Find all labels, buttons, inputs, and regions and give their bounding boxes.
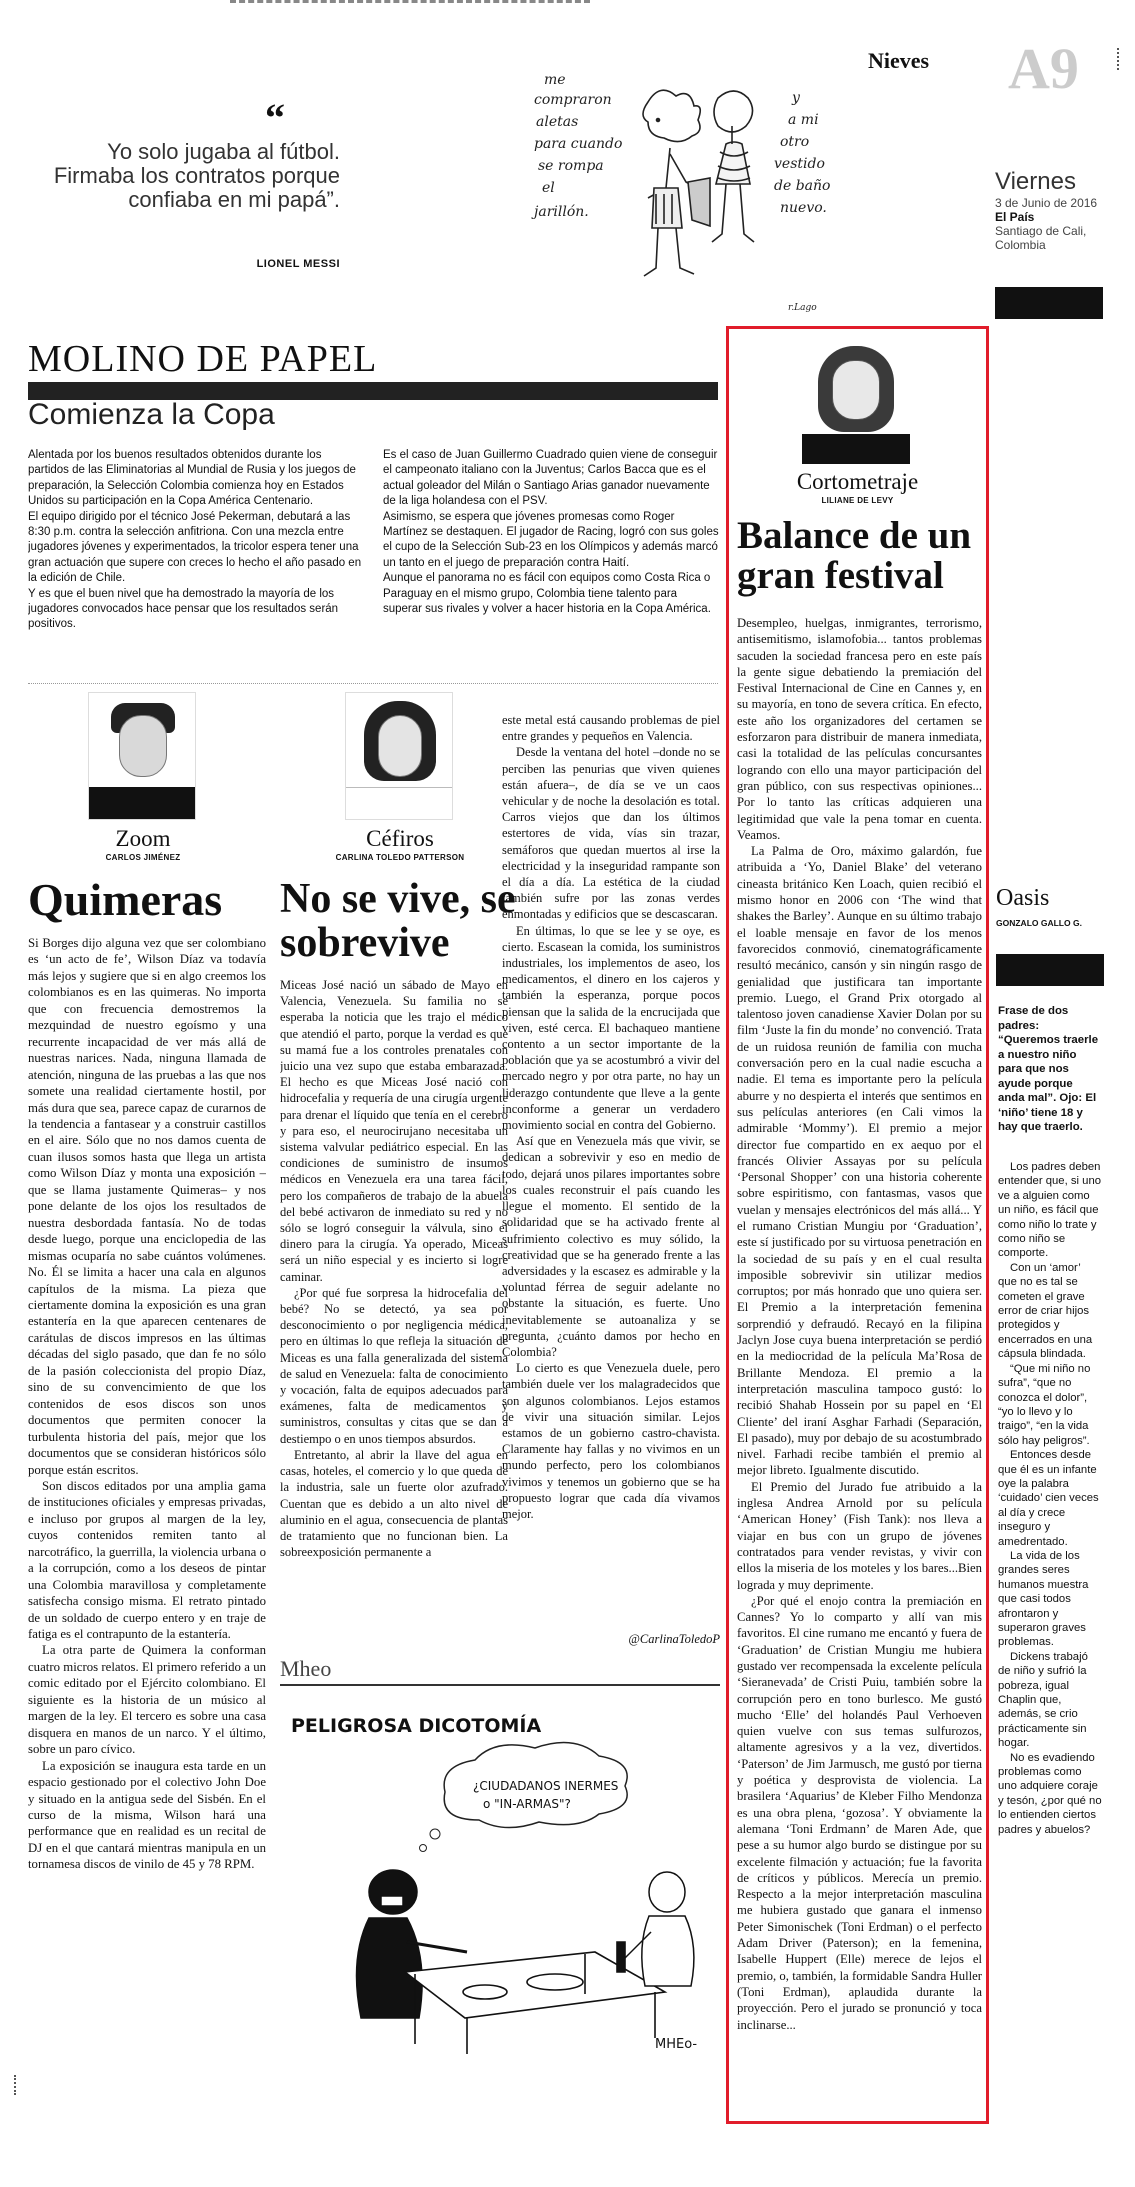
editorial-cartoon xyxy=(285,1692,720,2062)
author-photo xyxy=(345,692,453,820)
cartoon-boy xyxy=(643,90,710,276)
byline: CARLOS JIMÉNEZ xyxy=(105,853,181,862)
paragraph: Así que en Venezuela más que vivir, se dedican a sobrevivir y eso en medio de todo, dejará unos pilares importantes sobre los cuales reconstruir el país cuando les llegue el momento. El sentido de la solidaridad que se ha activado frente al sufrimiento colectivo es muy sólido, la creatividad que se ha generado frente a las adversidades y la escasez es admirable y la voluntad férrea de seguir adelante no obstante la situación, es fuerte. Uno inevitablemente se autoanaliza y se pregunta, ¿cuánto damos por hecho en Colombia? xyxy=(502,1134,720,1359)
cartoon-table xyxy=(405,1942,665,2054)
author-handle: @CarlinaToledoP xyxy=(628,1632,720,1646)
article-body xyxy=(737,615,982,2090)
thought-bubble xyxy=(420,1743,628,1852)
paragraph: Y es que el buen nivel que ha demostrado la mayoría de los jugadores convocados hace pensar que los resultados serán positivos. xyxy=(28,587,339,631)
cartoon-signature: r.Lago xyxy=(788,303,817,313)
cartoon-civilian xyxy=(621,1872,694,1986)
speech-line: o "IN-ARMAS"? xyxy=(483,1797,571,1811)
paragraph: En últimas, lo que se lee y se oye, es cierto. Escasean la comida, los suministros industriales, los implementos de aseo, los medicamentos, el dinero en los cajeros y también la esperanza, porque pocos piensan que la salida de la encrucijada que viven, esté cerca. El bachaqueo mantiene contento a un sector importante de la población que ya se acostumbró a vivir del mercado negro y por otra parte, no hay un liderazgo contundente que lleve a la gente inconforme a generar un verdadero movimiento social en contra del Gobierno. xyxy=(502,923,720,1133)
byline: GONZALO GALLO G. xyxy=(996,918,1082,928)
paragraph: El Premio del Jurado fue atribuido a la inglesa Andrea Arnold por su película ‘American Honey’ (Fish Tank): nos lleva a viajar en bus con un grupo de jóvenes contratados para vender revistas, y vivir con ellos la miseria de los moteles y los bares...Bien lograda y muy deprimente. xyxy=(737,1479,982,1592)
city: Santiago de Cali, Colombia xyxy=(995,224,1087,252)
paragraph: Los padres deben entender que, si uno ve a alguien como un niño, es fácil que como niño lo trate y como niño se comporte. xyxy=(998,1161,1102,1260)
ad-bar xyxy=(995,287,1103,319)
dateline xyxy=(995,168,1125,252)
paragraph: La otra parte de Quimera la conforman cuatro micros relatos. El primero referido a un comic editado por el Ejército colombiano. El siguiente es la historia de un músico al margen de la ley. El tercero es sobre una casa disquera en manos de un narco. Y el último, sobre un paro cívico. xyxy=(28,1643,266,1757)
header-quote-author: LIONEL MESSI xyxy=(256,258,340,270)
paragraph: Desde la ventana del hotel –donde no se perciben las penurias que viven quienes están afuera–, de día se ve un caos vehicular y de noche la desolación es total. Carros viejos que dan los últimos estertores de vida, vías sin trazar, semáforos que quedan muertos al irse la electricidad y la inseguridad rampante son el día a día. La estética de la ciudad también sufre por las zonas verdes enmontadas y edificios que se descascaran. xyxy=(502,745,720,922)
article-headline: Balance de un gran festival xyxy=(737,514,972,597)
cartoon-signature: MHEo- xyxy=(655,2037,698,2052)
column-name: Oasis xyxy=(996,885,1050,911)
editorial-headline: Comienza la Copa xyxy=(28,398,275,431)
editorial-column-2 xyxy=(383,448,719,673)
paragraph: El equipo dirigido por el técnico José Pekerman, debutará a las 8:30 p.m. contra la selección anfitriona. Con una mezcla entre jugadores jóvenes y experimentados, la tricolor espera tener una gran actuación que supere con creces lo hecho el año pasado en la edición de Chile. xyxy=(28,510,362,585)
paragraph: La Palma de Oro, máximo galardón, fue atribuida a ‘Yo, Daniel Blake’ del veterano cineasta británico Ken Loach, quien recibió el mismo honor en 2006 con ‘The wind that shakes the Barley’. Aunque en su último trabajo el loable mensaje en favor de los menos favorecidos conmovió, cinematográficamente resultó mecánico, cansón y sin ningún rasgo de genialidad que justificara tan importante premio. Luego, el Grand Prix otorgado al talentoso joven canadiense Xavier Dolan por su film ‘Juste la fin du monde’ no convenció. Trata de un ruidosa reunión de familia con mucha conversación pero en la cual nadie escucha a nadie. El tema es importante pero la película aburre y no despierta el interés que sentimos en sus películas anteriores (en Cali vimos la admirable ‘Mommy’). El premio a mejor director fue compartido en ex aequo por el francés Olivier Assayas por su película ‘Personal Shopper’ con una historia coherente sobre espiritismo, con fantasmas, vasos que vuelan y mensajes electrónicos del más allá... Y el rumano Cristian Mungiu por ‘Graduation’, este sí justificado por su virtuosa penetración en la sociedad de su país y en el cual resulta imposible sobrevivir sin utilizar medios corruptos; por más honrado que uno quiera ser. El Premio a la interpretación femenina sorprendió y defraudó. Recayó en la filipina Jaclyn Jose cuya buena interpretación se perdió en la mediocridad de la película Ma’Rosa de Brillante Mendoza. El premio a la interpretación masculina tampoco gustó: lo recibió Shahab Hossein por su papel en ‘El Cliente’ del iraní Asghar Farhadi (Separación, El pasado), muy por debajo de su acostumbrado nivel. Farhadi recibe también el premio al mejor libreto. Igualmente discutido. xyxy=(737,844,982,1478)
divider xyxy=(28,683,718,684)
paragraph: este metal está causando problemas de piel entre grandes y pequeños en Valencia. xyxy=(502,713,720,744)
speech-line: ¿CIUDADANOS INERMES xyxy=(473,1779,619,1793)
paragraph: Asimismo, se espera que jóvenes promesas como Roger Martínez se destaquen. El jugador de Racing, logró con sus goles el cupo de la Selección Sub-23 en los Olímpicos y además marcó un tanto en el juego de preparación contra Haití. xyxy=(383,510,719,569)
newspaper-name: El País xyxy=(995,210,1035,224)
paragraph: Alentada por los buenos resultados obtenidos durante los partidos de las Eliminatorias al Mundial de Rusia y los juegos de preparación, la Selección Colombia comienza hoy en Estados Unidos su participación en la Copa América Centenario. xyxy=(28,449,356,508)
paragraph: ¿Por qué fue sorpresa la hidrocefalia del bebé? No se detectó, ya sea por desconocimiento o por negligencia médica, pero en últimas lo que refleja la situación de Miceas es una falla generalizada del sistema de salud en Venezuela: falta de conocimiento y vocación, falta de equipos adecuados para exámenes, falta de medicamentos y suministros, consultas y citas que se dan a destiempo o en unos tiempos absurdos. xyxy=(280,1285,508,1446)
paragraph: No es evadiendo problemas como uno adquiere coraje y tesón, ¿por qué no lo entienden ciertos padres y abuelos? xyxy=(998,1751,1102,1836)
column-body xyxy=(998,1160,1102,1885)
article-headline: Quimeras xyxy=(28,874,223,925)
page-number: A9 xyxy=(1008,36,1079,101)
author-photo xyxy=(802,334,910,464)
weekday: Viernes xyxy=(995,168,1076,195)
cartoon-girl xyxy=(712,91,754,242)
paragraph: La vida de los grandes seres humanos muestra que casi todos afrontaron y superaron graves problemas. xyxy=(998,1549,1089,1649)
cartoon-left-text: me compraron aletas para cuando se rompa el jarillón. xyxy=(534,72,623,220)
paragraph: Si Borges dijo alguna vez que ser colombiano es ‘un acto de fe’, Wilson Díaz va todavía más lejos y sugiere que si en algo creemos los colombianos es en las quimeras. No importa que con frecuencia demostremos la mezquindad de nuestro egoísmo y una recurrente incapacidad de ver más allá de nuestras narices. Nada, ninguna llamada de atención, ninguna de las pruebas a las que nos somete una realidad ciertamente hostil, por más dura que sea, parece capaz de curarnos de la tendencia a fantasear y a construir castillos en el aire. Sólo que no nos damos cuenta de cuan ilusos somos hasta que llega un artista como Wilson Díaz y monta una exposición –que se llama justamente Quimeras– y nos pone delante de los ojos los resultados de nuestra desbordada fantasía. No de todas desde luego, porque una enciclopedia de las mismas ocuparía no sabe cuántos volúmenes. No. Él se limita a hacer una cala en algunos capítulos de la misma. La pieza que ciertamente domina la exposición es una gran estantería en la que aparecen centenares de carátulas de discos impresos en las últimas décadas del siglo pasado, que dan fe no sólo de la pasión coleccionista del propio Díaz, sino de su convencimiento de que los contenidos de esos discos son unos documentos que permiten conocer la turbulenta historia del país, mejor que los documentos que se consideran históricos sólo porque están escritos. xyxy=(28,936,266,1477)
paragraph: Son discos editados por una amplia gama de instituciones oficiales y empresas privadas, e incluso por grupos al margen de la ley, cuyos contenidos remiten tanto al narcotráfico, la guerrilla, la violencia urbana o a la corrupción, como a los deseos de pintar una Colombia maravillosa y completamente satisfecha consigo misma. El retrato pintado de un soldado de cuerpo entero y en traje de fatiga es el contrapunto de la estantería. xyxy=(28,1478,266,1642)
editorial-column-1 xyxy=(28,448,364,673)
header-cartoon xyxy=(530,62,830,322)
paragraph: Dickens trabajó de niño y sufrió la pobreza, igual Chaplin que, además, se crio prácticamente sin hogar. xyxy=(998,1650,1088,1750)
author-photo xyxy=(88,692,196,820)
cartoon-right-text: y a mi otro vestido de baño nuevo. xyxy=(774,90,830,216)
paragraph: Desempleo, huelgas, inmigrantes, terrorismo, antisemitismo, islamofobia... tantos problemas sacuden la sociedad francesa pero en este país la gente sigue debatiendo la premiación del Festival Internacional de Cine en Cannes y, en su mayoría, en tono de severa crítica. En efecto, este año los organizadores del certamen se esforzaron para distribuir de manera inmediata, casi la totalidad de las películas concursantes logrando con ello una mayor participación del gran público, con sus respectivas opiniones... Por lo tanto las críticas adquieren una legitimidad que vale la pena tomar en cuenta. Veamos. xyxy=(737,616,982,842)
article-body xyxy=(280,977,508,1637)
section-title: MOLINO DE PAPEL xyxy=(28,338,378,380)
paragraph: La exposición se inaugura esta tarde en un espacio gestionado por el colectivo John Doe y situado en la antigua sede del Sisbén. En el curso de la misma, Wilson hará una performance que en realidad es un recital de DJ en el que cantará mientras manipula en un tornamesa discos de vinilo de 45 y 78 RPM. xyxy=(28,1758,266,1872)
paragraph: Es el caso de Juan Guillermo Cuadrado quien viene de conseguir el campeonato italiano con la Juventus; Carlos Bacca que es el actual goleador del Milán o Santiago Arias ganador nuevamente de la liga holandesa con el PSV. xyxy=(383,449,718,508)
paragraph: “Que mi niño no sufra”, “que no conozca el dolor”, “yo lo llevo y lo traigo”, “en la vida sólo hay peligros”. xyxy=(998,1362,1091,1447)
paragraph: Miceas José nació un sábado de Mayo en Valencia, Venezuela. Su familia no se esperaba la noticia que les trajo el médico que atendió el parto, porque la verdad es que su mamá fue a los controles prenatales con juicio una vez supo que estaba embarazada. El hecho es que Miceas José nació con hidrocefalia y requería de una cirugía urgente para drenar el líquido que tenía en el cerebro y para eso, el neurocirujano necesitaba un sistema valvular pediátrico especial. En las condiciones de suministro de insumos médicos en Venezuela era una tarea fácil, pero los compañeros de trabajo de la abuela del bebé activaron de inmediato su red y no sólo se logró conseguir la válvula, sino el dinero para la cirugía. Ya operado, Miceas será un niño especial y es incierto si logre caminar. xyxy=(280,978,508,1284)
paragraph: Entonces desde que él es un infante oye la palabra ‘cuidado’ cien veces al día y crece inseguro y amedrentado. xyxy=(998,1449,1099,1548)
column-name: Cortometraje xyxy=(796,469,919,494)
column-name: Céfiros xyxy=(366,826,434,851)
column-name: Mheo xyxy=(280,1656,332,1681)
scan-artifact xyxy=(230,0,590,4)
quote-mark: “ xyxy=(265,95,285,140)
paragraph: Entretanto, al abrir la llave del agua en casas, hoteles, el comercio y lo que queda de la industria, sale un fuerte olor azufrado. Cuentan que es debido a un alto nivel de aluminio en el agua, consecuencia de plantas de tratamiento que no funcionan bien. La sobreexposición permanente a xyxy=(280,1447,508,1560)
article-headline: No se vive, se sobrevive xyxy=(280,876,516,966)
paragraph: Lo cierto es que Venezuela duele, pero también duele ver los malagradecidos que son algunos colombianos. Lejos estamos de vivir una situación similar. Lejos estamos de un gobierno castro-chavista. Claramente hay fallas y no vivimos en un mundo perfecto, pero los colombianos vivimos y tenemos un gobierno que se ha propuesto lograr que cada día vivamos mejor. xyxy=(502,1361,720,1521)
column-name: Zoom xyxy=(115,826,171,851)
section-name: Nieves xyxy=(868,48,930,73)
paragraph: Con un ‘amor’ que no es tal se cometen el grave error de criar hijos protegidos y encerrados en una cápsula blindada. xyxy=(998,1261,1093,1361)
column-lead: Frase de dos padres: “Queremos traerle a nuestro niño para que nos ayude porque anda mal”. Ojo: El ‘niño’ tiene 18 y hay que traerlo. xyxy=(998,1005,1099,1133)
ad-bar xyxy=(996,954,1104,986)
article-body xyxy=(28,935,266,2030)
cartoon-title: PELIGROSA DICOTOMÍA xyxy=(291,1715,542,1737)
article-body-continued xyxy=(502,712,720,1629)
divider xyxy=(280,1684,720,1686)
paragraph: Aunque el panorama no es fácil con equipos como Costa Rica o Paraguay en el mismo grupo, Colombia tiene talento para superar sus rivales y volver a hacer historia en la Copa América. xyxy=(383,572,711,616)
byline: CARLINA TOLEDO PATTERSON xyxy=(335,853,465,862)
byline: LILIANE DE LEVY xyxy=(821,496,894,505)
scan-artifact xyxy=(14,2075,16,2095)
header-quote: Yo solo jugaba al fútbol. Firmaba los contratos porque confiaba en mi papá”. xyxy=(53,139,340,212)
paragraph: ¿Por qué el enojo contra la premiación en Cannes? Yo lo comparto y allí van mis favoritos. El cine rumano me encantó y fuera de ‘Graduation’ de Cristian Mungiu me hubiera gustado ver recompensada la excelente película ‘Sieranevada’ de Cristi Puiu, también sobre la corrupción pero en tono burlesco. Me gustó mucho ‘Elle’ del holandés Paul Verhoeven quien vuelve con sus temas sulfurozos, altamente agresivos y a la vez, divertidos. ‘Paterson’ de Jim Jarmusch, me gustó por tierna y poética y desprovista de violencia. La brasilera ‘Aquarius’ de Kleber Filho Mendonza es una obra plena, ‘gozosa’. Y obviamente la alemana ‘Toni Erdmann’ de Maren Ade, que pese a su humor algo burdo se distingue por su excelente filmación y actuación; fue la favorita de críticos y públicos. Merecía un premio. Respecto a la mejor interpretación masculina me hubiera gustado que ganara el inmenso Peter Simonischek (Toni Erdman) o el perfecto Adam Driver (Paterson); en la femenina, Isabelle Huppert (Elle) merece de lejos el premio, o, también, la formidable Sandra Huller (Toni Erdman), aplaudida durante la proyección. Pero el jurado se pronunció y toca inclinarse... xyxy=(737,1593,982,2032)
date: 3 de Junio de 2016 xyxy=(995,196,1098,210)
scan-artifact xyxy=(1117,48,1119,70)
